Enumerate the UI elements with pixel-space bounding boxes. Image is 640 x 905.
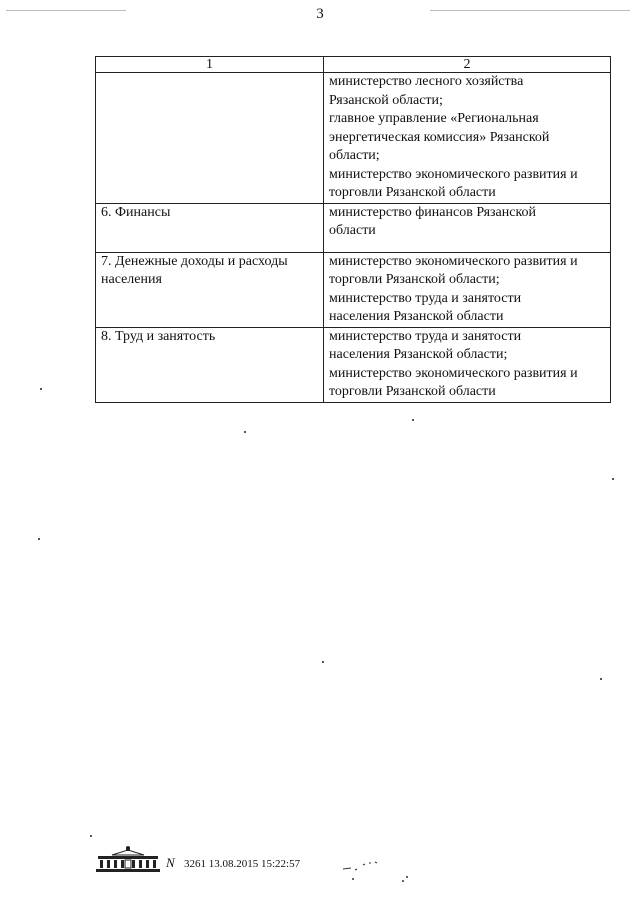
- scan-artifact: [612, 478, 614, 480]
- scan-artifact: [90, 835, 92, 837]
- scan-artifact: [412, 419, 414, 421]
- agency-line: министерство лесного хозяйства: [329, 74, 524, 89]
- scan-artifact: [430, 10, 630, 11]
- scan-artifact: [600, 678, 602, 680]
- agency-line: населения Рязанской области;: [329, 347, 508, 362]
- table-row: [96, 203, 611, 252]
- category-cell: 6. Финансы: [96, 203, 324, 252]
- category-cell: 7. Денежные доходы и расходы населения: [96, 252, 324, 327]
- agency-line: министерство труда и занятости: [329, 290, 522, 306]
- agency-line: области;: [329, 148, 380, 163]
- agency-line: торговли Рязанской области;: [329, 272, 500, 287]
- agencies-cell: [324, 327, 611, 402]
- scan-artifact: [244, 431, 246, 433]
- page-number: 3: [316, 6, 324, 22]
- agency-line: главное управление «Региональная: [329, 111, 539, 126]
- agency-line: области: [329, 223, 376, 238]
- agency-line: министерство экономического развития и: [329, 365, 578, 381]
- document-footer: [96, 845, 516, 881]
- government-building-icon: [96, 845, 160, 880]
- agencies-cell: [324, 73, 611, 204]
- agencies-table: [95, 56, 611, 403]
- table-header-row: [96, 57, 611, 73]
- agency-line: Рязанской области;: [329, 92, 443, 108]
- agency-line: министерство труда и занятости: [329, 328, 522, 344]
- scan-artifact: [322, 661, 324, 663]
- scan-artifact: [38, 538, 40, 540]
- number-mark: N: [166, 855, 175, 870]
- table-row: [96, 252, 611, 327]
- agency-line: министерство финансов Рязанской: [329, 204, 537, 220]
- column-header-1: 1: [96, 57, 324, 73]
- agency-line: министерство экономического развития и: [329, 253, 578, 269]
- column-header-2: 2: [324, 57, 611, 73]
- agencies-cell: [324, 203, 611, 252]
- category-cell: [96, 73, 324, 204]
- agency-line: торговли Рязанской области: [329, 185, 496, 200]
- scan-artifact: [6, 10, 126, 11]
- table-row: [96, 327, 611, 402]
- agency-line: населения Рязанской области: [329, 309, 504, 324]
- registration-stamp: 3261 13.08.2015 15:22:57: [184, 858, 301, 870]
- agency-line: торговли Рязанской области: [329, 384, 496, 399]
- table-row: [96, 73, 611, 204]
- scan-artifact: [40, 388, 42, 390]
- agency-line: министерство экономического развития и: [329, 166, 578, 182]
- agencies-cell: [324, 252, 611, 327]
- agency-line: энергетическая комиссия» Рязанской: [329, 129, 550, 145]
- scribble-mark: [341, 851, 421, 890]
- category-cell: 8. Труд и занятость: [96, 327, 324, 402]
